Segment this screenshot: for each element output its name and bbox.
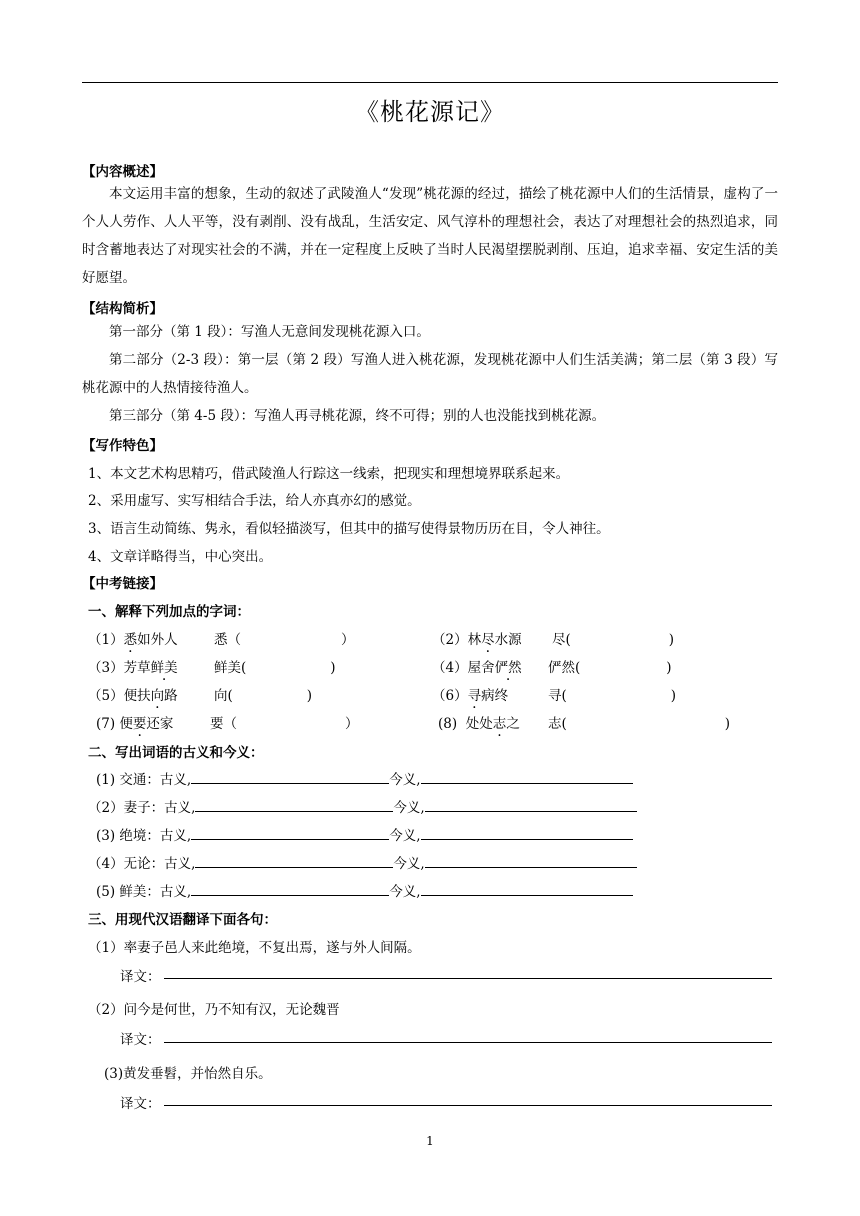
q3-sentence-1: （1）率妻子邑人来此绝境，不复出焉，遂与外人间隔。 — [88, 940, 421, 956]
q3-sentence-2: （2）问今是何世，乃不知有汉，无论魏晋 — [88, 1002, 340, 1018]
q2-modern-blank-5[interactable] — [421, 881, 633, 896]
q1-item-3: （3）芳草鲜美 — [88, 660, 178, 676]
q3-translation-line-1[interactable] — [164, 978, 772, 979]
q3-translation-line-3[interactable] — [164, 1105, 772, 1106]
q2-modern-blank-3[interactable] — [421, 825, 633, 840]
document-title: 《桃花源记》 — [355, 98, 505, 126]
q1-item-2: （2）林尽水源 — [432, 632, 522, 648]
structure-part2: 第二部分（2-3 段）：第一层（第 2 段）写渔人进入桃花源，发现桃花源中人们生活美满；第二层（第 3 段）写桃花源中的人热情接待渔人。 — [82, 352, 778, 396]
q2-ancient-blank-5[interactable] — [191, 881, 389, 896]
feature-item: 3、语言生动简练、隽永，看似轻描淡写，但其中的描写使得景物历历在目，令人神往。 — [88, 521, 610, 537]
q3-translation-line-2[interactable] — [164, 1042, 772, 1043]
structure-part3: 第三部分（第 4-5 段）：写渔人再寻桃花源，终不可得；别的人也没能找到桃花源。 — [109, 408, 606, 424]
q1-answer-4[interactable]: 俨然( ) — [548, 660, 672, 676]
q1-answer-6[interactable]: 寻( ) — [548, 688, 677, 704]
structure-part1: 第一部分（第 1 段）：写渔人无意间发现桃花源入口。 — [109, 324, 430, 340]
q3-sentence-3: (3)黄发垂髫，并怡然自乐。 — [104, 1066, 272, 1082]
q3-translation-label-1: 译文： — [120, 969, 161, 985]
q3-translation-label-2: 译文： — [120, 1032, 161, 1048]
q1-answer-8[interactable]: 志( ) — [548, 716, 731, 732]
q1-title: 一、解释下列加点的字词： — [88, 604, 250, 620]
feature-item: 1、本文艺术构思精巧，借武陵渔人行踪这一线索，把现实和理想境界联系起来。 — [88, 466, 570, 482]
feature-item: 4、文章详略得当，中心突出。 — [88, 549, 273, 565]
q1-item-7: (7) 便要还家 — [96, 716, 174, 732]
q1-answer-2[interactable]: 尽( ) — [552, 632, 675, 648]
header-rule — [82, 82, 778, 83]
q2-item-3: (3) 绝境：古义, 今义, — [96, 824, 633, 844]
q1-answer-3[interactable]: 鲜美( ) — [214, 660, 336, 676]
q1-item-6: （6）寻病终 — [432, 688, 509, 704]
q3-title: 三、用现代汉语翻译下面各句： — [88, 912, 277, 928]
q2-item-2: （2）妻子：古义, 今义, — [88, 796, 637, 816]
feature-item: 2、采用虚写、实写相结合手法，给人亦真亦幻的感觉。 — [88, 493, 421, 509]
q2-ancient-blank-4[interactable] — [195, 853, 393, 868]
q1-item-8: (8) 处处志之 — [438, 716, 520, 732]
q1-answer-1[interactable]: 悉（ ） — [214, 632, 355, 648]
q1-item-4: （4）屋舍俨然 — [432, 660, 522, 676]
structure-heading: 【结构简析】 — [82, 301, 163, 317]
features-heading: 【写作特色】 — [82, 438, 163, 454]
q1-answer-7[interactable]: 要（ ） — [210, 716, 359, 732]
overview-text: 本文运用丰富的想象，生动的叙述了武陵渔人“发现”桃花源的经过，描绘了桃花源中人们的生活情景，虚构了一个人人劳作、人人平等，没有剥削、没有战乱，生活安定、风气淳朴的理想社会，表达了对理想社会的热烈追求，同时含蓄地表达了对现实社会的不满，并在一定程度上反映了当时人民渴望摆脱剥削、压迫，追求幸福、安定生活的美好愿望。 — [82, 186, 778, 286]
q2-ancient-blank-3[interactable] — [191, 825, 389, 840]
q3-translation-label-3: 译文： — [120, 1096, 161, 1112]
overview-heading: 【内容概述】 — [82, 164, 163, 180]
q1-item-1: （1）悉如外人 — [88, 632, 178, 648]
q2-modern-blank-2[interactable] — [425, 797, 637, 812]
q2-title: 二、写出词语的古义和今义： — [88, 745, 264, 761]
q2-item-4: （4）无论：古义, 今义, — [88, 852, 637, 872]
exam-heading: 【中考链接】 — [82, 576, 163, 592]
q2-item-1: (1) 交通：古义, 今义, — [96, 768, 633, 788]
q2-modern-blank-4[interactable] — [425, 853, 637, 868]
q1-item-5: （5）便扶向路 — [88, 688, 178, 704]
q2-ancient-blank-2[interactable] — [195, 797, 393, 812]
q1-answer-5[interactable]: 向( ) — [214, 688, 313, 704]
q2-ancient-blank-1[interactable] — [191, 769, 389, 784]
q2-item-5: (5) 鲜美：古义, 今义, — [96, 880, 633, 900]
page-number: 1 — [426, 1134, 434, 1148]
q2-modern-blank-1[interactable] — [421, 769, 633, 784]
